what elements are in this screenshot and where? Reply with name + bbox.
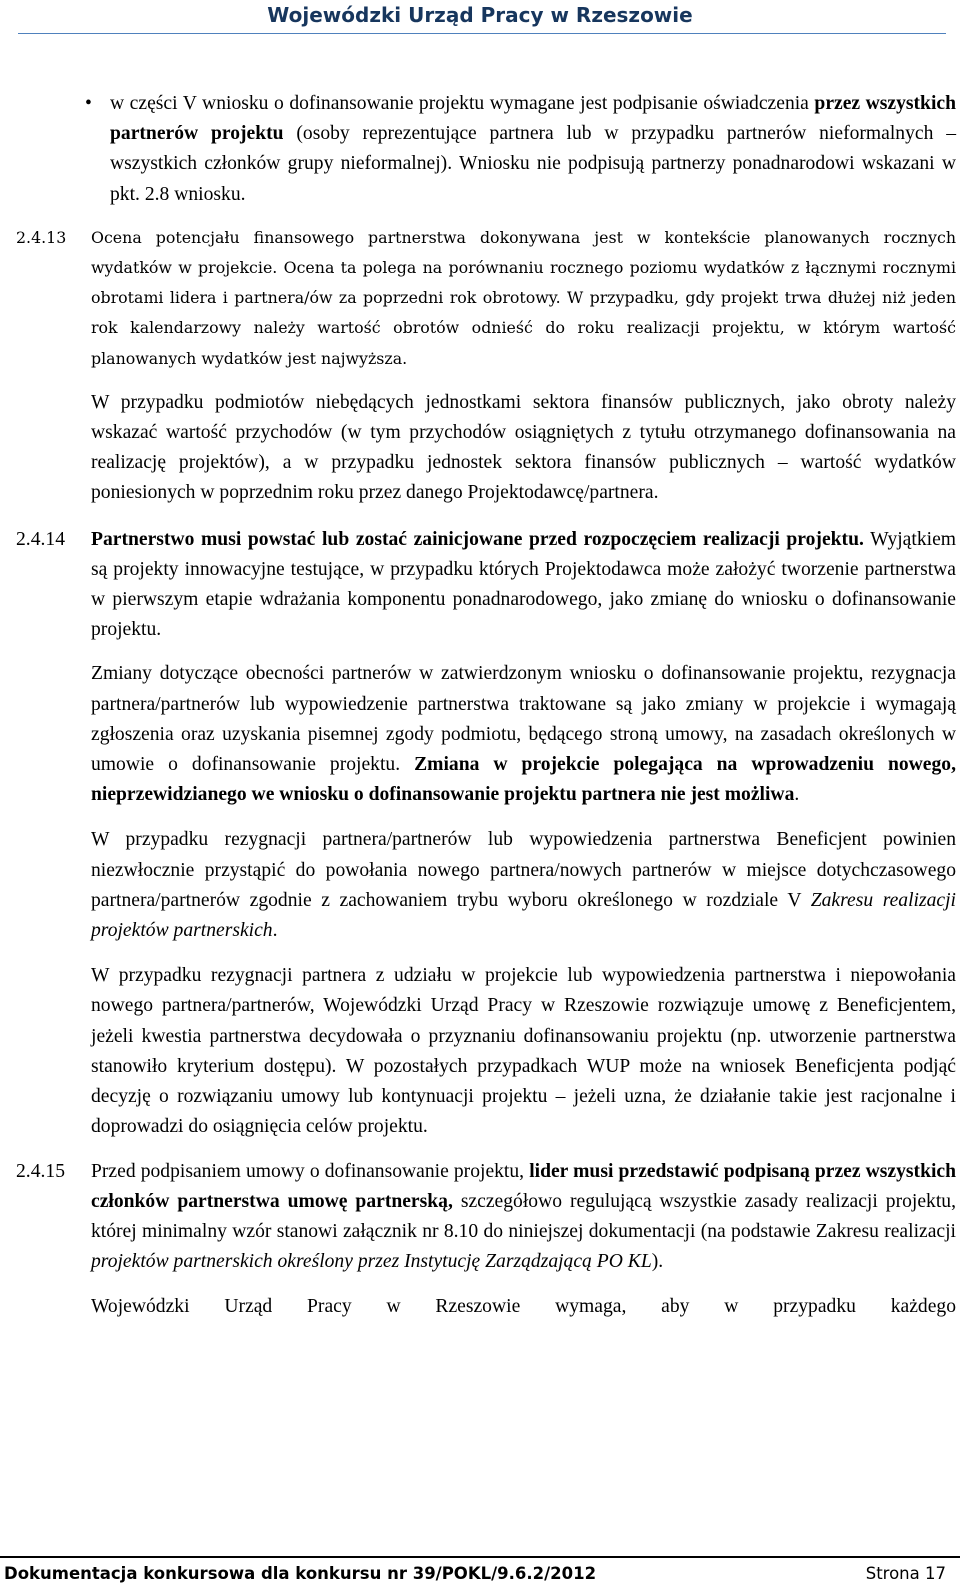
footer-divider [0, 1556, 960, 1558]
paragraph-text-end: . [794, 784, 800, 806]
section-2-4-15 [16, 1157, 956, 1278]
paragraph-text-end: . [272, 920, 278, 942]
section-text-end: ). [651, 1251, 664, 1273]
paragraph-text: Zmiany dotyczące obecności partnerów w zatwierdzonym wniosku o dofinansowanie projektu, rezygnacja partnera/partnerów lub wypowiedzenie partnerstwa traktowane są jako zmiany w projekcie i wymagają zgłoszenia oraz uzyskania pisemnej zgody podmiotu, będącego stroną umowy, na zasadach określonych w umowie o dofinansowanie projektu. [91, 663, 956, 776]
section-2-4-14-paragraph-4 [16, 961, 956, 1142]
document-body [16, 89, 956, 1323]
footer-page-number: Strona 17 [865, 1564, 946, 1583]
section-text: Przed podpisaniem umowy o dofinansowanie projektu, [91, 1160, 530, 1182]
bullet-item [16, 89, 956, 210]
paragraph-text: W przypadku podmiotów niebędących jednostkami sektora finansów publicznych, jako obroty należy wskazać wartość przychodów (w tym przychodów osiągniętych z tytułu otrzymanego dofinansowania na realizację projektów), a w przypadku jednostek sektora finansów publicznych – wartość wydatków poniesionych w poprzednim roku przez danego Projektodawcę/partnera. [91, 391, 956, 504]
section-number: 2.4.13 [16, 227, 67, 247]
footer-document-title: Dokumentacja konkursowa dla konkursu nr 39/POKL/9.6.2/2012 [4, 1564, 597, 1583]
section-text-bold: Partnerstwo musi powstać lub zostać zainicjowane przed rozpoczęciem realizacji projektu. [91, 528, 864, 550]
section-2-4-14-paragraph-2 [16, 659, 956, 810]
section-text-bold: lider musi przedstawić podpisaną przez wszystkich członków partnerstwa umowę partnerską, [91, 1160, 957, 1212]
bullet-text-1: w części V wniosku o dofinansowanie projektu wymagane jest podpisanie oświadczenia [110, 93, 815, 114]
section-number: 2.4.15 [16, 1160, 65, 1182]
bullet-text-2: (osoby reprezentujące partnera lub w przypadku partnerów nieformalnych – wszystkich członków grupy nieformalnej). Wniosku nie podpisują partnerzy ponadnarodowi wskazani w pkt. 2.8 wniosku. [110, 123, 956, 205]
page-footer [4, 1560, 946, 1588]
header-title: Wojewódzki Urząd Pracy w Rzeszowie [267, 3, 693, 27]
page-header [0, 0, 960, 34]
paragraph-text-italic: Zakresu realizacji projektów partnerskich [91, 889, 956, 942]
section-text: Ocena potencjału finansowego partnerstwa dokonywana jest w kontekście planowanych rocznych wydatków w projekcie. Ocena ta polega na porównaniu rocznego poziomu wydatków z łącznymi rocznymi obrotami lidera i partnera/ów za poprzedni rok obrotowy. W przypadku, gdy projekt trwa dłużej niż jeden rok kalendarzowy należy wartość obrotów odnieść do roku realizacji projektu, w którym wartość planowanych wydatków jest najwyższa. [91, 227, 956, 368]
section-2-4-15-paragraph-2 [16, 1292, 956, 1322]
bullet-text-bold: przez wszystkich partnerów projektu [110, 93, 956, 145]
section-2-4-14 [16, 525, 956, 646]
section-text-italic: projektów partnerskich określony przez Instytucję Zarządzającą PO KL [91, 1251, 652, 1273]
section-text-2: szczegółowo regulującą wszystkie zasady realizacji projektu, której minimalny wzór stanowi załącznik nr 8.10 do niniejszej dokumentacji (na podstawie Zakresu realizacji [91, 1190, 956, 1242]
section-2-4-13 [16, 223, 956, 374]
paragraph-text: W przypadku rezygnacji partnera/partnerów lub wypowiedzenia partnerstwa Beneficjent powinien niezwłocznie przystąpić do powołania nowego partnera/nowych partnerów w miejsce dotychczasowego partnera/partnerów zgodnie z zachowaniem trybu wyboru określonego w rozdziale V [91, 829, 956, 911]
section-2-4-14-paragraph-3 [16, 825, 956, 946]
section-text: Wyjątkiem są projekty innowacyjne testujące, w przypadku których Projektodawca może założyć tworzenie partnerstwa w pierwszym etapie wdrażania komponentu ponadnarodowego, jako zmianę do wniosku o dofinansowanie projektu. [91, 528, 957, 641]
header-divider [18, 33, 946, 34]
section-number: 2.4.14 [16, 528, 65, 550]
bullet-icon: • [85, 93, 92, 114]
paragraph-text-bold: Zmiana w projekcie polegająca na wprowadzeniu nowego, nieprzewidzianego we wniosku o dofinansowanie projektu partnera nie jest możliwa [91, 754, 956, 806]
paragraph-text: W przypadku rezygnacji partnera z udziału w projekcie lub wypowiedzenia partnerstwa i niepowołania nowego partnera/partnerów, Wojewódzki Urząd Pracy w Rzeszowie rozwiązuje umowę z Beneficjentem, jeżeli kwestia partnerstwa decydowała o przyznaniu dofinansowaniu projektu (np. utworzenie partnerstwa stanowiło kryterium dostępu). W pozostałych przypadkach WUP może na wniosek Beneficjenta podjąć decyzję o rozwiązaniu umowy lub kontynuacji projektu – jeżeli uzna, że działanie takie jest racjonalne i doprowadzi do osiągnięcia celów projektu. [91, 965, 956, 1138]
section-2-4-13-paragraph [16, 388, 956, 509]
paragraph-text: Wojewódzki Urząd Pracy w Rzeszowie wymaga, aby w przypadku każdego [91, 1296, 956, 1318]
